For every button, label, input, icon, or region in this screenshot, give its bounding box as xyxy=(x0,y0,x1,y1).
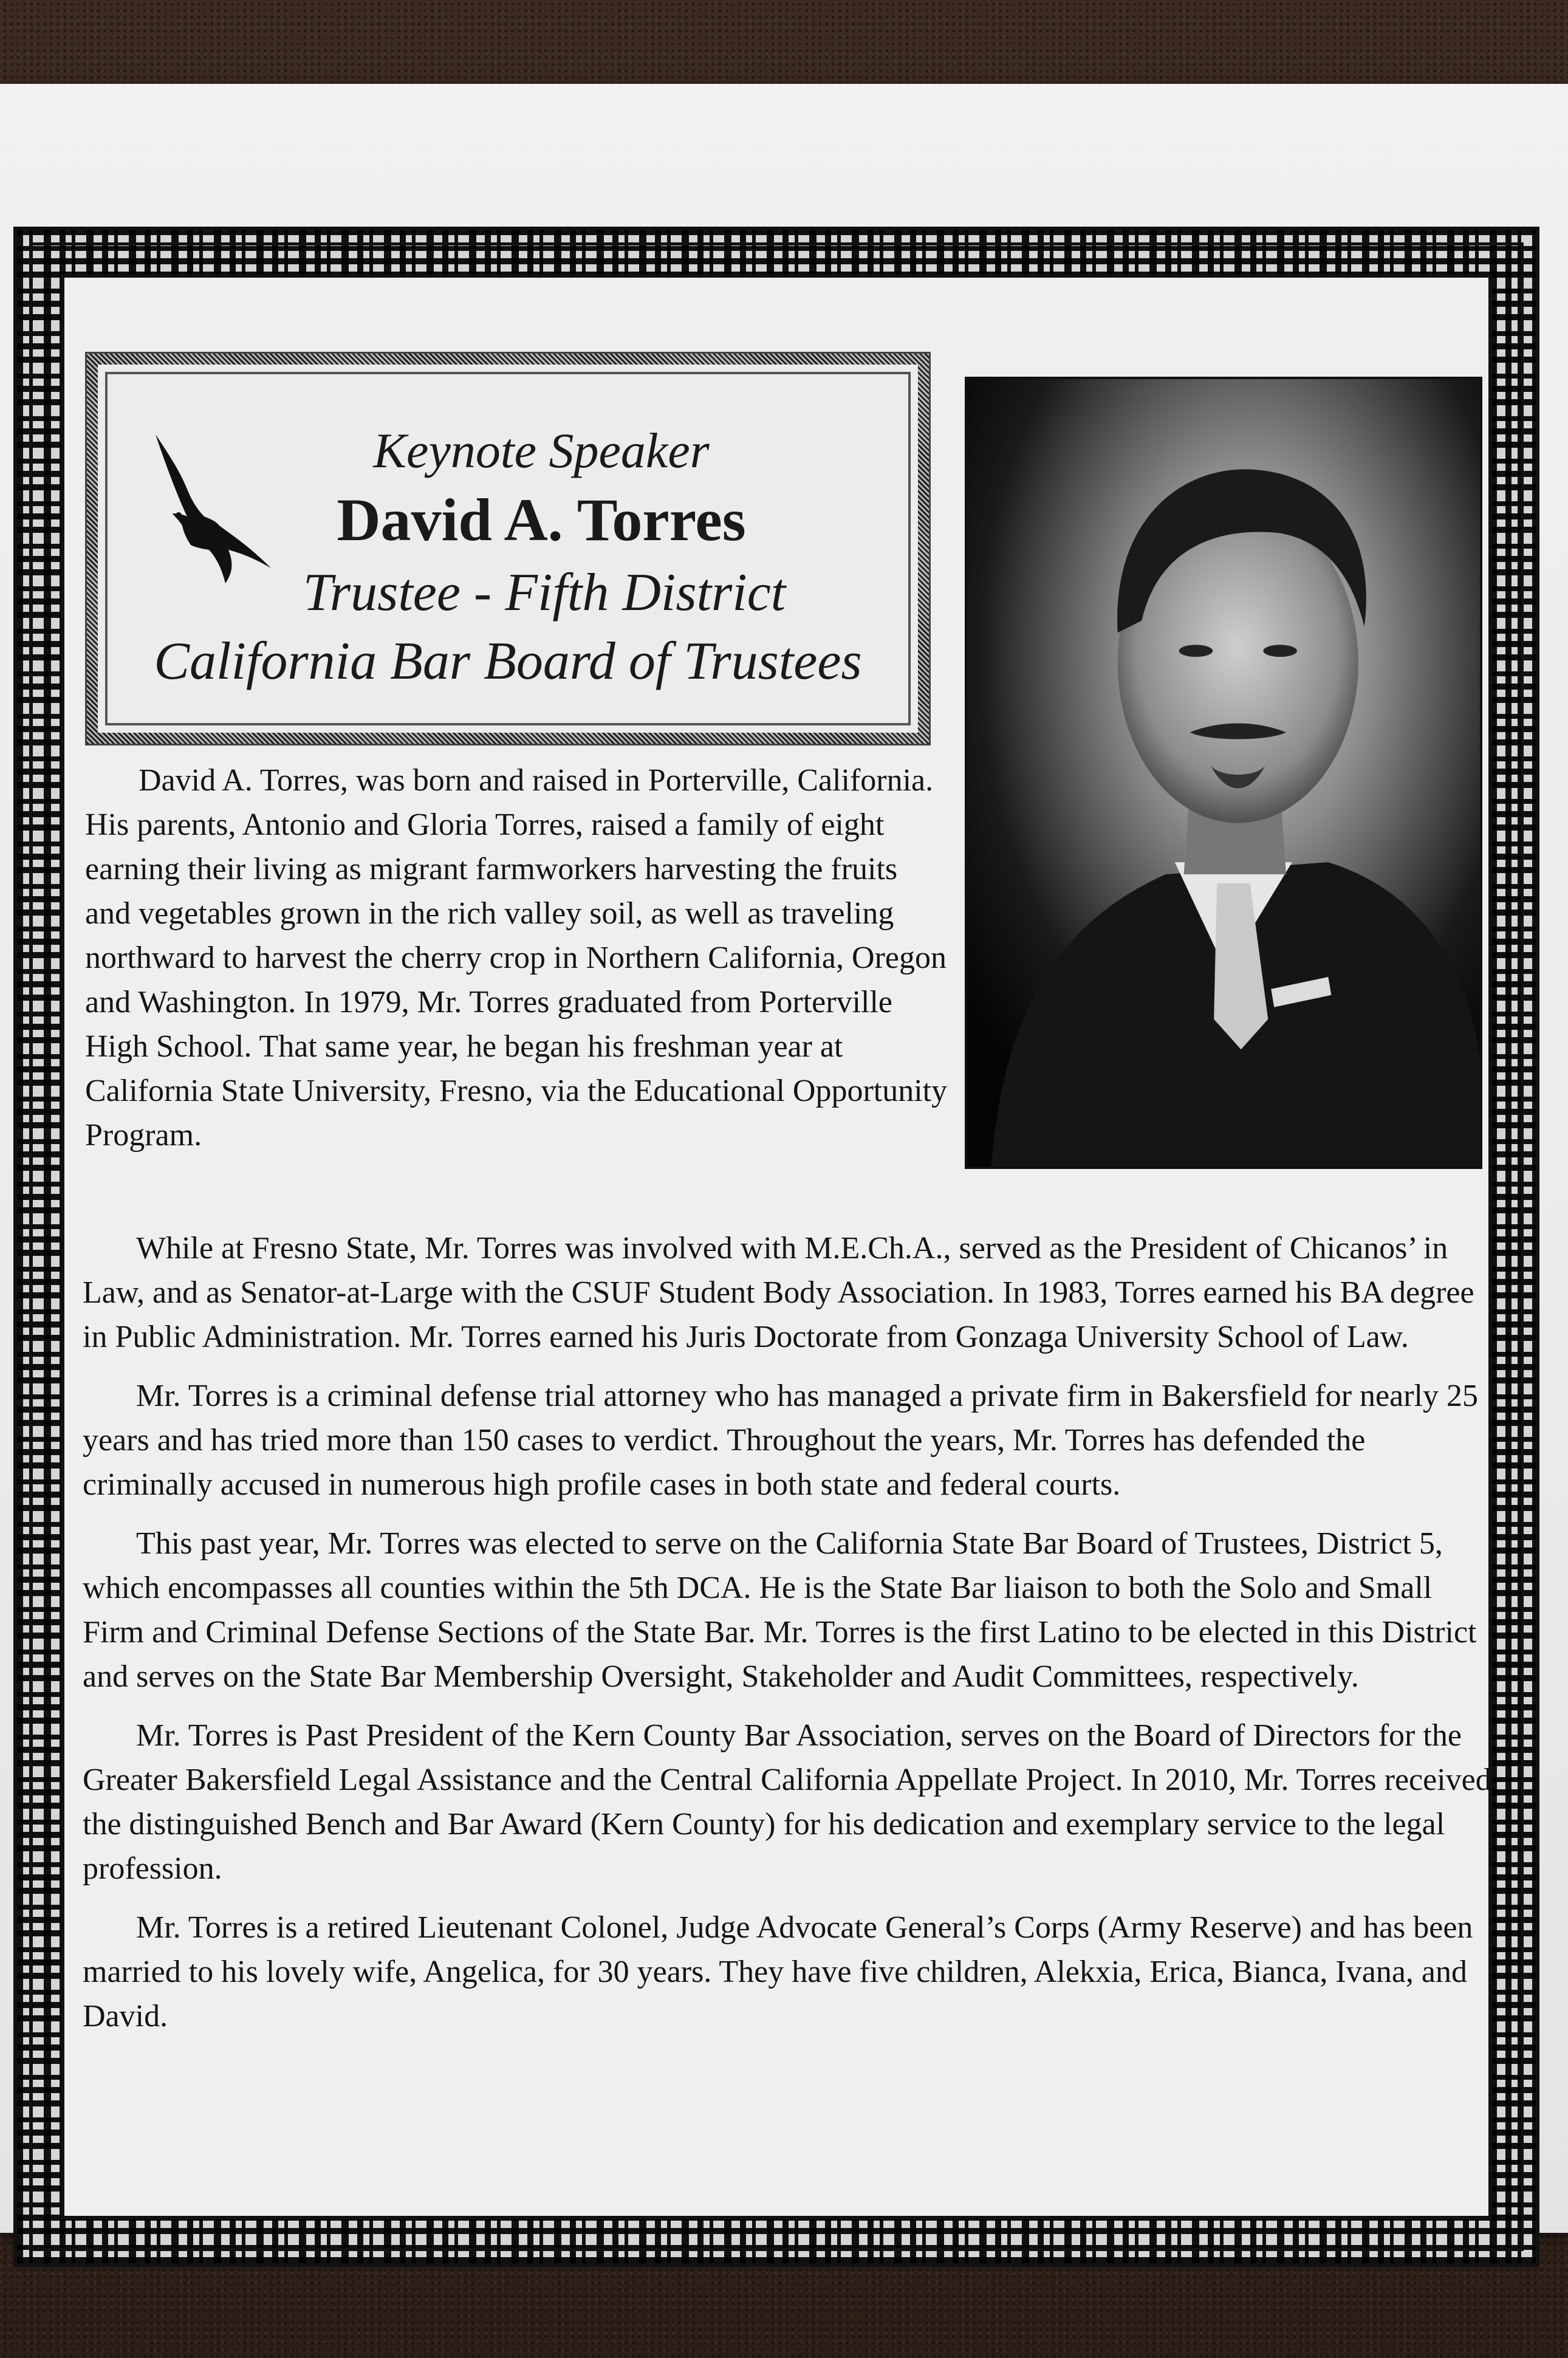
bio-intro xyxy=(85,758,948,1157)
bio-paragraph-3: Mr. Torres is a criminal defense trial attorney who has managed a private firm in Bakersfield for nearly 25 years and has tried more than 150 cases to verdict. Throughout the years, Mr. Torres has defended the criminally accused in numerous high profile cases in both state and federal courts. xyxy=(83,1379,1478,1502)
speaker-role: Trustee - Fifth District xyxy=(303,563,786,622)
bio-paragraph-2: While at Fresno State, Mr. Torres was involved with M.E.Ch.A., served as the President of Chicanos’ in Law, and as Senator-at-Large with the CSUF Student Body Association. In 1983, Torres earned his BA degree in Public Administration. Mr. Torres earned his Juris Doctorate from Gonzaga University School of Law. xyxy=(83,1231,1474,1354)
speaker-portrait xyxy=(965,377,1482,1169)
bio-paragraph-5: Mr. Torres is Past President of the Kern County Bar Association, serves on the Board of Directors for the Greater Bakersfield Legal Assistance and the Central California Appellate Project. In 2010, Mr. Torres received the distinguished Bench and Bar Award (Kern County) for his dedication and exemplary service to the legal profession. xyxy=(83,1718,1491,1886)
program-sheet xyxy=(0,84,1568,2233)
keynote-kicker: Keynote Speaker xyxy=(373,423,710,478)
bio-body xyxy=(83,1226,1492,2053)
bio-paragraph-6: Mr. Torres is a retired Lieutenant Colonel, Judge Advocate General’s Corps (Army Reserve) and has been married to his lovely wife, Angelica, for 30 years. They have five children, Alekxia, Erica, Bianca, Ivana, and David. xyxy=(83,1910,1473,2034)
bio-paragraph-1: David A. Torres, was born and raised in Porterville, California. His parents, Antonio and Gloria Torres, raised a family of eight earning their living as migrant farmworkers harvesting the fruits and vegetables grown in the rich valley soil, as well as traveling northward to harvest the cherry crop in Northern California, Oregon and Washington. In 1979, Mr. Torres graduated from Porterville High School. That same year, he began his freshman year at California State University, Fresno, via the Educational Opportunity Program. xyxy=(85,763,948,1153)
speaker-organization: California Bar Board of Trustees xyxy=(154,632,862,691)
speaker-title-box xyxy=(87,354,929,744)
bio-paragraph-4: This past year, Mr. Torres was elected to serve on the California State Bar Board of Trustees, District 5, which encompasses all counties within the 5th DCA. He is the State Bar liaison to both the Solo and Small Firm and Criminal Defense Sections of the State Bar. Mr. Torres is the first Latino to be elected in this District and serves on the State Bar Membership Oversight, Stakeholder and Audit Committees, respectively. xyxy=(83,1526,1477,1694)
speaker-name: David A. Torres xyxy=(337,486,746,554)
